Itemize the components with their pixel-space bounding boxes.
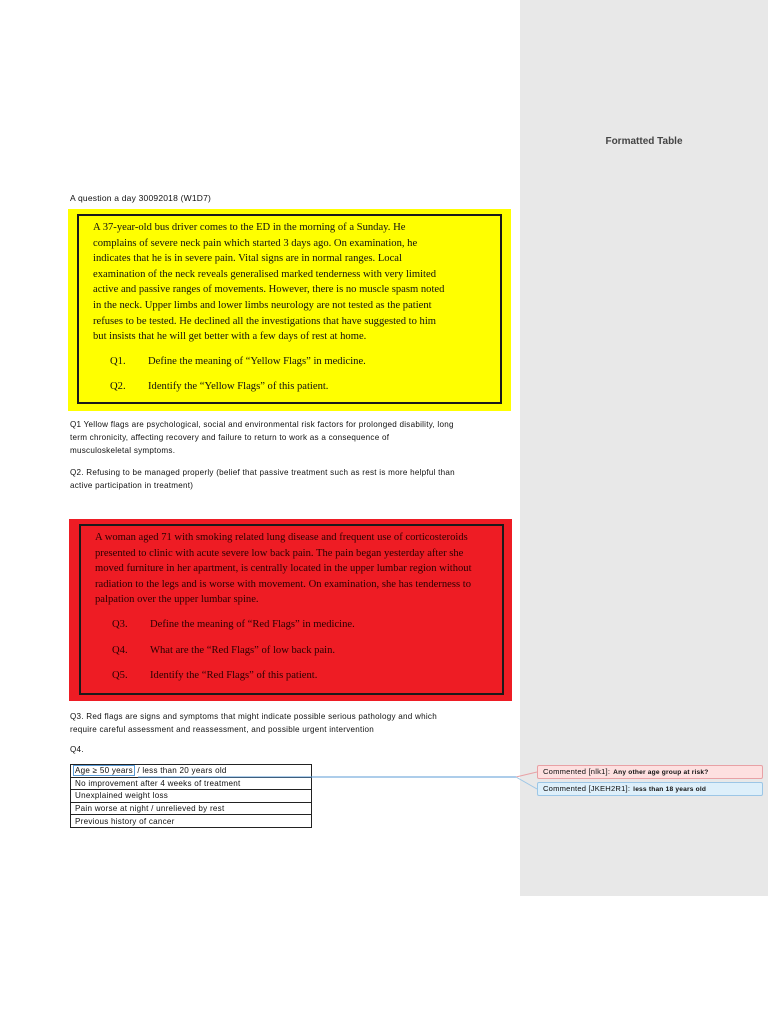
yellow-case-line: but insists that he will get better with a few days of rest at home.	[93, 331, 367, 343]
red-case-border	[79, 524, 504, 695]
red-case-line: presented to clinic with acute severe low back pain. The pain began yesterday after she	[95, 547, 464, 559]
red-question-item	[95, 643, 488, 659]
answer-line: musculoskeletal symptoms.	[70, 445, 176, 455]
q4-label: Q4.	[70, 745, 84, 754]
comment-margin-pane	[520, 0, 768, 896]
question-number: Q5.	[112, 669, 128, 681]
answer-line: active participation in treatment)	[70, 480, 194, 490]
formatted-table-label: Formatted Table	[605, 136, 683, 147]
yellow-question-item	[93, 379, 486, 395]
answer-line: Q3. Red flags are signs and symptoms that might indicate possible serious pathology and which	[70, 712, 437, 721]
yellow-flags-case-box	[68, 209, 511, 411]
red-question-item	[95, 668, 488, 684]
question-text: Define the meaning of “Yellow Flags” in medicine.	[148, 356, 366, 368]
document-title: A question a day 30092018 (W1D7)	[70, 193, 212, 203]
yellow-case-line: examination of the neck reveals generalised marked tenderness with very limited	[93, 268, 436, 280]
table-row	[71, 802, 312, 815]
table-cell[interactable]: Unexplained weight loss	[71, 790, 312, 803]
comment-text: Any other age group at risk?	[613, 769, 709, 776]
answer-line: Q2. Refusing to be managed properly (belief that passive treatment such as rest is more helpful than	[70, 468, 455, 477]
red-flags-case-box	[69, 519, 512, 701]
table-row	[71, 815, 312, 828]
comment-text: less than 18 years old	[633, 786, 707, 793]
yellow-case-border	[77, 214, 502, 404]
red-case-line: palpation over the upper lumbar spine.	[95, 594, 259, 606]
table-row	[71, 790, 312, 803]
comment-label: Commented [JKEH2R1]:	[543, 784, 631, 793]
question-number: Q3.	[112, 619, 128, 631]
red-case-line: A woman aged 71 with smoking related lung disease and frequent use of corticosteroids	[95, 532, 468, 543]
question-number: Q1.	[110, 356, 126, 368]
answer-line: term chronicity, affecting recovery and failure to return to work as a consequence of	[70, 432, 390, 442]
yellow-case-line: indicates that he is in severe pain. Vital signs are in normal ranges. Local	[93, 253, 402, 265]
red-case-line: radiation to the legs and is worse with movement. On examination, she has tenderness to	[95, 578, 471, 590]
question-text: Define the meaning of “Red Flags” in medicine.	[150, 619, 355, 631]
answer-line: Q1 Yellow flags are psychological, social and environmental risk factors for prolonged disability, long	[70, 420, 454, 429]
table-row	[71, 765, 312, 778]
comment-balloon[interactable]	[537, 765, 763, 779]
yellow-case-line: refuses to be tested. He declined all the investigations that have suggested to him	[93, 315, 437, 327]
yellow-case-line: complains of severe neck pain which started 3 days ago. On examination, he	[93, 237, 418, 249]
commented-text-highlight[interactable]: Age ≥ 50 years	[75, 766, 133, 776]
comment-label: Commented [nlk1]:	[543, 767, 611, 776]
red-flags-table	[70, 764, 312, 828]
table-cell[interactable]	[71, 765, 312, 778]
question-text: What are the “Red Flags” of low back pain.	[150, 644, 336, 656]
red-question-item	[95, 617, 488, 633]
yellow-case-line: active and passive ranges of movements. However, there is no muscle spasm noted	[93, 284, 445, 296]
table-row	[71, 777, 312, 790]
answer-q2	[70, 467, 510, 493]
question-number: Q4.	[112, 644, 128, 656]
table-cell[interactable]: Pain worse at night / unrelieved by rest	[71, 802, 312, 815]
table-cell[interactable]: Previous history of cancer	[71, 815, 312, 828]
table-cell[interactable]: No improvement after 4 weeks of treatment	[71, 777, 312, 790]
answer-line: require careful assessment and reassessment, and possible urgent intervention	[70, 724, 375, 734]
answer-q3	[70, 711, 510, 737]
yellow-question-item	[93, 354, 486, 370]
answer-q1	[70, 419, 510, 457]
yellow-case-line: in the neck. Upper limbs and lower limbs neurology are not tested as the patient	[93, 299, 432, 311]
question-number: Q2.	[110, 381, 126, 393]
question-text: Identify the “Red Flags” of this patient.	[150, 669, 318, 681]
table-cell-text: / less than 20 years old	[134, 766, 227, 776]
yellow-case-line: A 37-year-old bus driver comes to the ED in the morning of a Sunday. He	[93, 222, 406, 233]
comment-reply-balloon[interactable]	[537, 782, 763, 796]
red-case-line: moved furniture in her apartment, is centrally located in the upper lumbar region without	[95, 563, 472, 575]
question-text: Identify the “Yellow Flags” of this patient.	[148, 381, 329, 393]
